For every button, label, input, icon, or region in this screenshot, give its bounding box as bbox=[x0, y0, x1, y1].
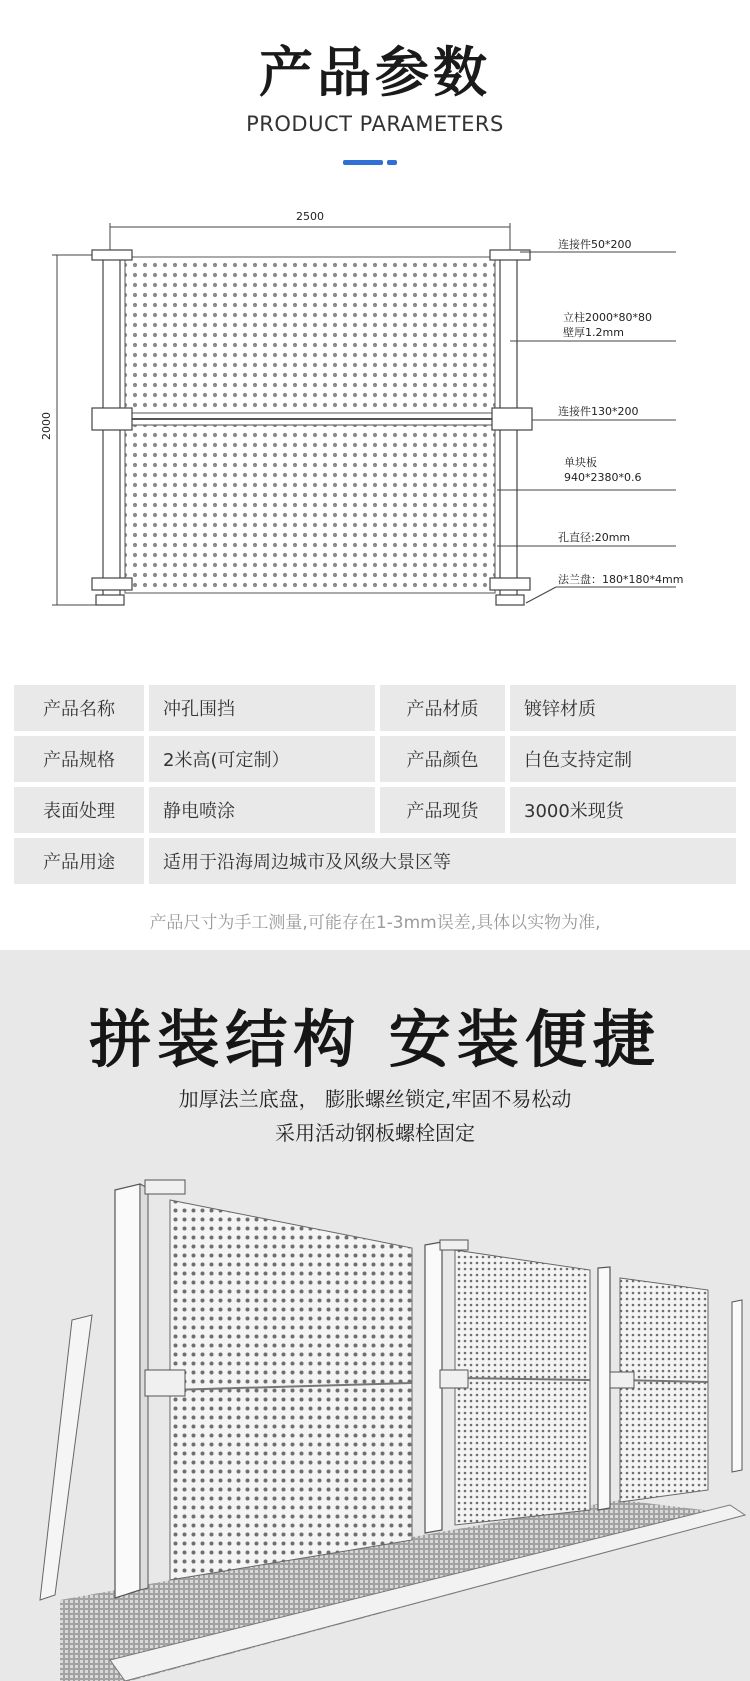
assembly-description-line-1: 加厚法兰底盘， 膨胀螺丝锁定,牢固不易松动 bbox=[178, 1087, 572, 1111]
height-dimension-label: 2000 bbox=[40, 412, 53, 440]
param-value: 白色支持定制 bbox=[510, 736, 736, 782]
callout-panel: 单块板 bbox=[564, 456, 597, 469]
assembly-title: 拼装结构 安装便捷 bbox=[89, 1003, 661, 1076]
width-dimension-label: 2500 bbox=[296, 210, 324, 223]
param-value: 3000米现货 bbox=[510, 787, 736, 833]
param-key: 产品规格 bbox=[14, 736, 144, 782]
param-value: 镀锌材质 bbox=[510, 685, 736, 731]
param-key: 产品名称 bbox=[14, 685, 144, 731]
fence-technical-drawing bbox=[0, 200, 750, 670]
assembly-description-line-2: 采用活动钢板螺栓固定 bbox=[275, 1121, 475, 1145]
param-key: 产品现货 bbox=[380, 787, 505, 833]
callout-post: 立柱2000*80*80 bbox=[563, 311, 652, 324]
measurement-note: 产品尺寸为手工测量,可能存在1-3mm误差,具体以实物为准, bbox=[149, 913, 601, 933]
param-key: 表面处理 bbox=[14, 787, 144, 833]
title-accent-bar bbox=[343, 160, 391, 165]
upper-perforated-panel bbox=[125, 257, 495, 413]
lower-perforated-panel bbox=[125, 425, 495, 593]
param-value: 静电喷涂 bbox=[149, 787, 375, 833]
param-value: 适用于沿海周边城市及风级大景区等 bbox=[149, 838, 736, 884]
callout-hole-diameter: 孔直径:20mm bbox=[558, 531, 631, 544]
parameter-table bbox=[14, 685, 736, 889]
param-value: 2米高(可定制） bbox=[149, 736, 375, 782]
table-row bbox=[14, 838, 736, 884]
callout-mid-connector: 连接件130*200 bbox=[558, 405, 639, 418]
callout-flange: 法兰盘：180*180*4mm bbox=[558, 573, 684, 586]
fence-assembly-illustration bbox=[0, 1170, 750, 1681]
table-row bbox=[14, 685, 736, 731]
page-subtitle: PRODUCT PARAMETERS bbox=[246, 112, 504, 136]
callout-wall-thickness: 壁厚1.2mm bbox=[563, 326, 624, 339]
param-key: 产品用途 bbox=[14, 838, 144, 884]
param-key: 产品颜色 bbox=[380, 736, 505, 782]
table-row bbox=[14, 736, 736, 782]
callout-top-connector: 连接件50*200 bbox=[558, 238, 632, 251]
page-title: 产品参数 bbox=[259, 41, 491, 104]
param-key: 产品材质 bbox=[380, 685, 505, 731]
table-row bbox=[14, 787, 736, 833]
param-value: 冲孔围挡 bbox=[149, 685, 375, 731]
callout-panel-size: 940*2380*0.6 bbox=[564, 471, 642, 484]
